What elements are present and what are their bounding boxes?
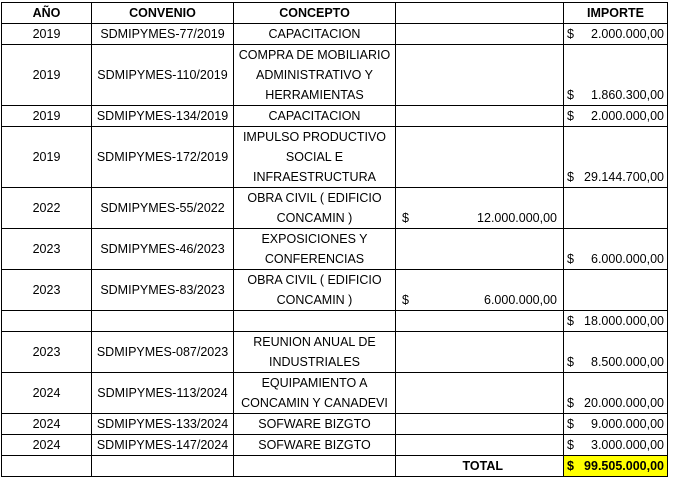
table-row: [2, 24, 668, 45]
concept-line: HERRAMIENTAS: [265, 88, 364, 102]
agreement-cell: SDMIPYMES-83/2023: [92, 270, 234, 311]
table-row: [2, 414, 668, 435]
concept-line: CONCAMIN Y CANADEVI: [241, 396, 388, 410]
extra-amount-wrap: [396, 290, 563, 310]
amount-value: 29.144.700,00: [584, 170, 664, 184]
extra-cell: [396, 24, 564, 45]
concept-cell: [234, 45, 396, 106]
concept-cell: [234, 24, 396, 45]
concept-line: REUNION ANUAL DE: [253, 335, 376, 349]
concept-line: COMPRA DE MOBILIARIO: [238, 48, 391, 62]
total-label: TOTAL: [396, 456, 564, 477]
agreement-cell: SDMIPYMES-113/2024: [92, 373, 234, 414]
concept-line: SOCIAL E: [285, 150, 344, 164]
table-row: [2, 435, 668, 456]
amount-value: 2.000.000,00: [591, 27, 664, 41]
extra-cell: [396, 45, 564, 106]
table-row: [2, 332, 668, 373]
amount-cell: [564, 188, 668, 229]
header-agreement: CONVENIO: [92, 3, 234, 24]
concept-line: CONCAMIN ): [276, 211, 353, 225]
concept-line: CAPACITACION: [268, 27, 361, 41]
concept-cell: [234, 332, 396, 373]
agreements-table: [1, 2, 668, 477]
extra-cell: [396, 229, 564, 270]
currency-symbol: $: [567, 109, 574, 123]
extra-amount: 12.000.000,00: [477, 211, 557, 225]
total-amount-cell: [564, 456, 668, 477]
currency-symbol: $: [567, 438, 574, 452]
currency-symbol: $: [567, 314, 574, 328]
agreement-cell: SDMIPYMES-147/2024: [92, 435, 234, 456]
empty-cell: [396, 311, 564, 332]
concept-cell: [234, 373, 396, 414]
header-concept: CONCEPTO: [234, 3, 396, 24]
concept-cell: [234, 106, 396, 127]
concept-line: OBRA CIVIL ( EDIFICIO: [247, 191, 382, 205]
amount-cell: [564, 106, 668, 127]
concept-cell: [234, 270, 396, 311]
amount-cell: [564, 373, 668, 414]
extra-cell: [396, 414, 564, 435]
concept-line: CAPACITACION: [268, 109, 361, 123]
concept-line: CONCAMIN ): [276, 293, 353, 307]
agreement-cell: SDMIPYMES-133/2024: [92, 414, 234, 435]
extra-cell: [396, 106, 564, 127]
agreement-cell: SDMIPYMES-46/2023: [92, 229, 234, 270]
amount-value: 20.000.000,00: [584, 396, 664, 410]
year-cell: 2024: [2, 435, 92, 456]
concept-cell: [234, 435, 396, 456]
concept-line: EQUIPAMIENTO A: [261, 376, 368, 390]
amount-value: 8.500.000,00: [591, 355, 664, 369]
table-row: [2, 373, 668, 414]
header-row: [2, 3, 668, 24]
amount-cell: [564, 127, 668, 188]
amount-cell: [564, 270, 668, 311]
extra-cell: [396, 127, 564, 188]
year-cell: 2019: [2, 127, 92, 188]
agreement-cell: SDMIPYMES-110/2019: [92, 45, 234, 106]
empty-cell: [2, 311, 92, 332]
table-row: [2, 45, 668, 106]
amount-value: 6.000.000,00: [591, 252, 664, 266]
extra-cell: [396, 270, 564, 311]
subtotal-amount: 18.000.000,00: [584, 314, 664, 328]
header-amount: IMPORTE: [564, 3, 668, 24]
table-row: [2, 229, 668, 270]
agreement-cell: SDMIPYMES-087/2023: [92, 332, 234, 373]
empty-cell: [92, 311, 234, 332]
agreement-cell: SDMIPYMES-55/2022: [92, 188, 234, 229]
concept-line: OBRA CIVIL ( EDIFICIO: [247, 273, 382, 287]
year-cell: 2024: [2, 373, 92, 414]
concept-cell: [234, 229, 396, 270]
empty-cell: [234, 456, 396, 477]
currency-symbol: $: [567, 396, 574, 410]
year-cell: 2019: [2, 45, 92, 106]
amount-value: 9.000.000,00: [591, 417, 664, 431]
year-cell: 2023: [2, 332, 92, 373]
header-extra: [396, 3, 564, 24]
amount-cell: [564, 414, 668, 435]
header-year: AÑO: [2, 3, 92, 24]
total-amount: 99.505.000,00: [584, 459, 664, 473]
year-cell: 2019: [2, 24, 92, 45]
amount-cell: [564, 24, 668, 45]
agreement-cell: SDMIPYMES-134/2019: [92, 106, 234, 127]
concept-cell: [234, 188, 396, 229]
currency-symbol: $: [567, 252, 574, 266]
concept-line: INFRAESTRUCTURA: [253, 170, 376, 184]
table-row: [2, 127, 668, 188]
concept-line: SOFWARE BIZGTO: [258, 417, 371, 431]
amount-value: 1.860.300,00: [591, 88, 664, 102]
empty-cell: [2, 456, 92, 477]
empty-cell: [234, 311, 396, 332]
table-row: [2, 106, 668, 127]
extra-cell: [396, 373, 564, 414]
currency-symbol: $: [567, 88, 574, 102]
subtotal-amount-cell: [564, 311, 668, 332]
extra-cell: [396, 435, 564, 456]
year-cell: 2019: [2, 106, 92, 127]
year-cell: 2023: [2, 229, 92, 270]
currency-symbol: $: [402, 293, 409, 307]
concept-line: IMPULSO PRODUCTIVO: [242, 130, 387, 144]
extra-amount-wrap: [396, 208, 563, 228]
empty-cell: [92, 456, 234, 477]
extra-amount: 6.000.000,00: [484, 293, 557, 307]
amount-cell: [564, 45, 668, 106]
currency-symbol: $: [402, 211, 409, 225]
year-cell: 2022: [2, 188, 92, 229]
extra-cell: [396, 188, 564, 229]
currency-symbol: $: [567, 417, 574, 431]
concept-line: INDUSTRIALES: [269, 355, 360, 369]
table-row: [2, 270, 668, 311]
total-row: [2, 456, 668, 477]
subtotal-row: [2, 311, 668, 332]
agreement-cell: SDMIPYMES-77/2019: [92, 24, 234, 45]
amount-value: 3.000.000,00: [591, 438, 664, 452]
currency-symbol: $: [567, 170, 574, 184]
concept-line: CONFERENCIAS: [264, 252, 365, 266]
currency-symbol: $: [567, 355, 574, 369]
year-cell: 2024: [2, 414, 92, 435]
amount-cell: [564, 332, 668, 373]
amount-value: 2.000.000,00: [591, 109, 664, 123]
currency-symbol: $: [567, 459, 574, 473]
extra-cell: [396, 332, 564, 373]
amount-cell: [564, 435, 668, 456]
concept-line: EXPOSICIONES Y: [261, 232, 368, 246]
agreement-cell: SDMIPYMES-172/2019: [92, 127, 234, 188]
table-row: [2, 188, 668, 229]
concept-line: ADMINISTRATIVO Y: [256, 68, 373, 82]
currency-symbol: $: [567, 27, 574, 41]
concept-line: SOFWARE BIZGTO: [258, 438, 371, 452]
concept-cell: [234, 127, 396, 188]
year-cell: 2023: [2, 270, 92, 311]
amount-cell: [564, 229, 668, 270]
concept-cell: [234, 414, 396, 435]
